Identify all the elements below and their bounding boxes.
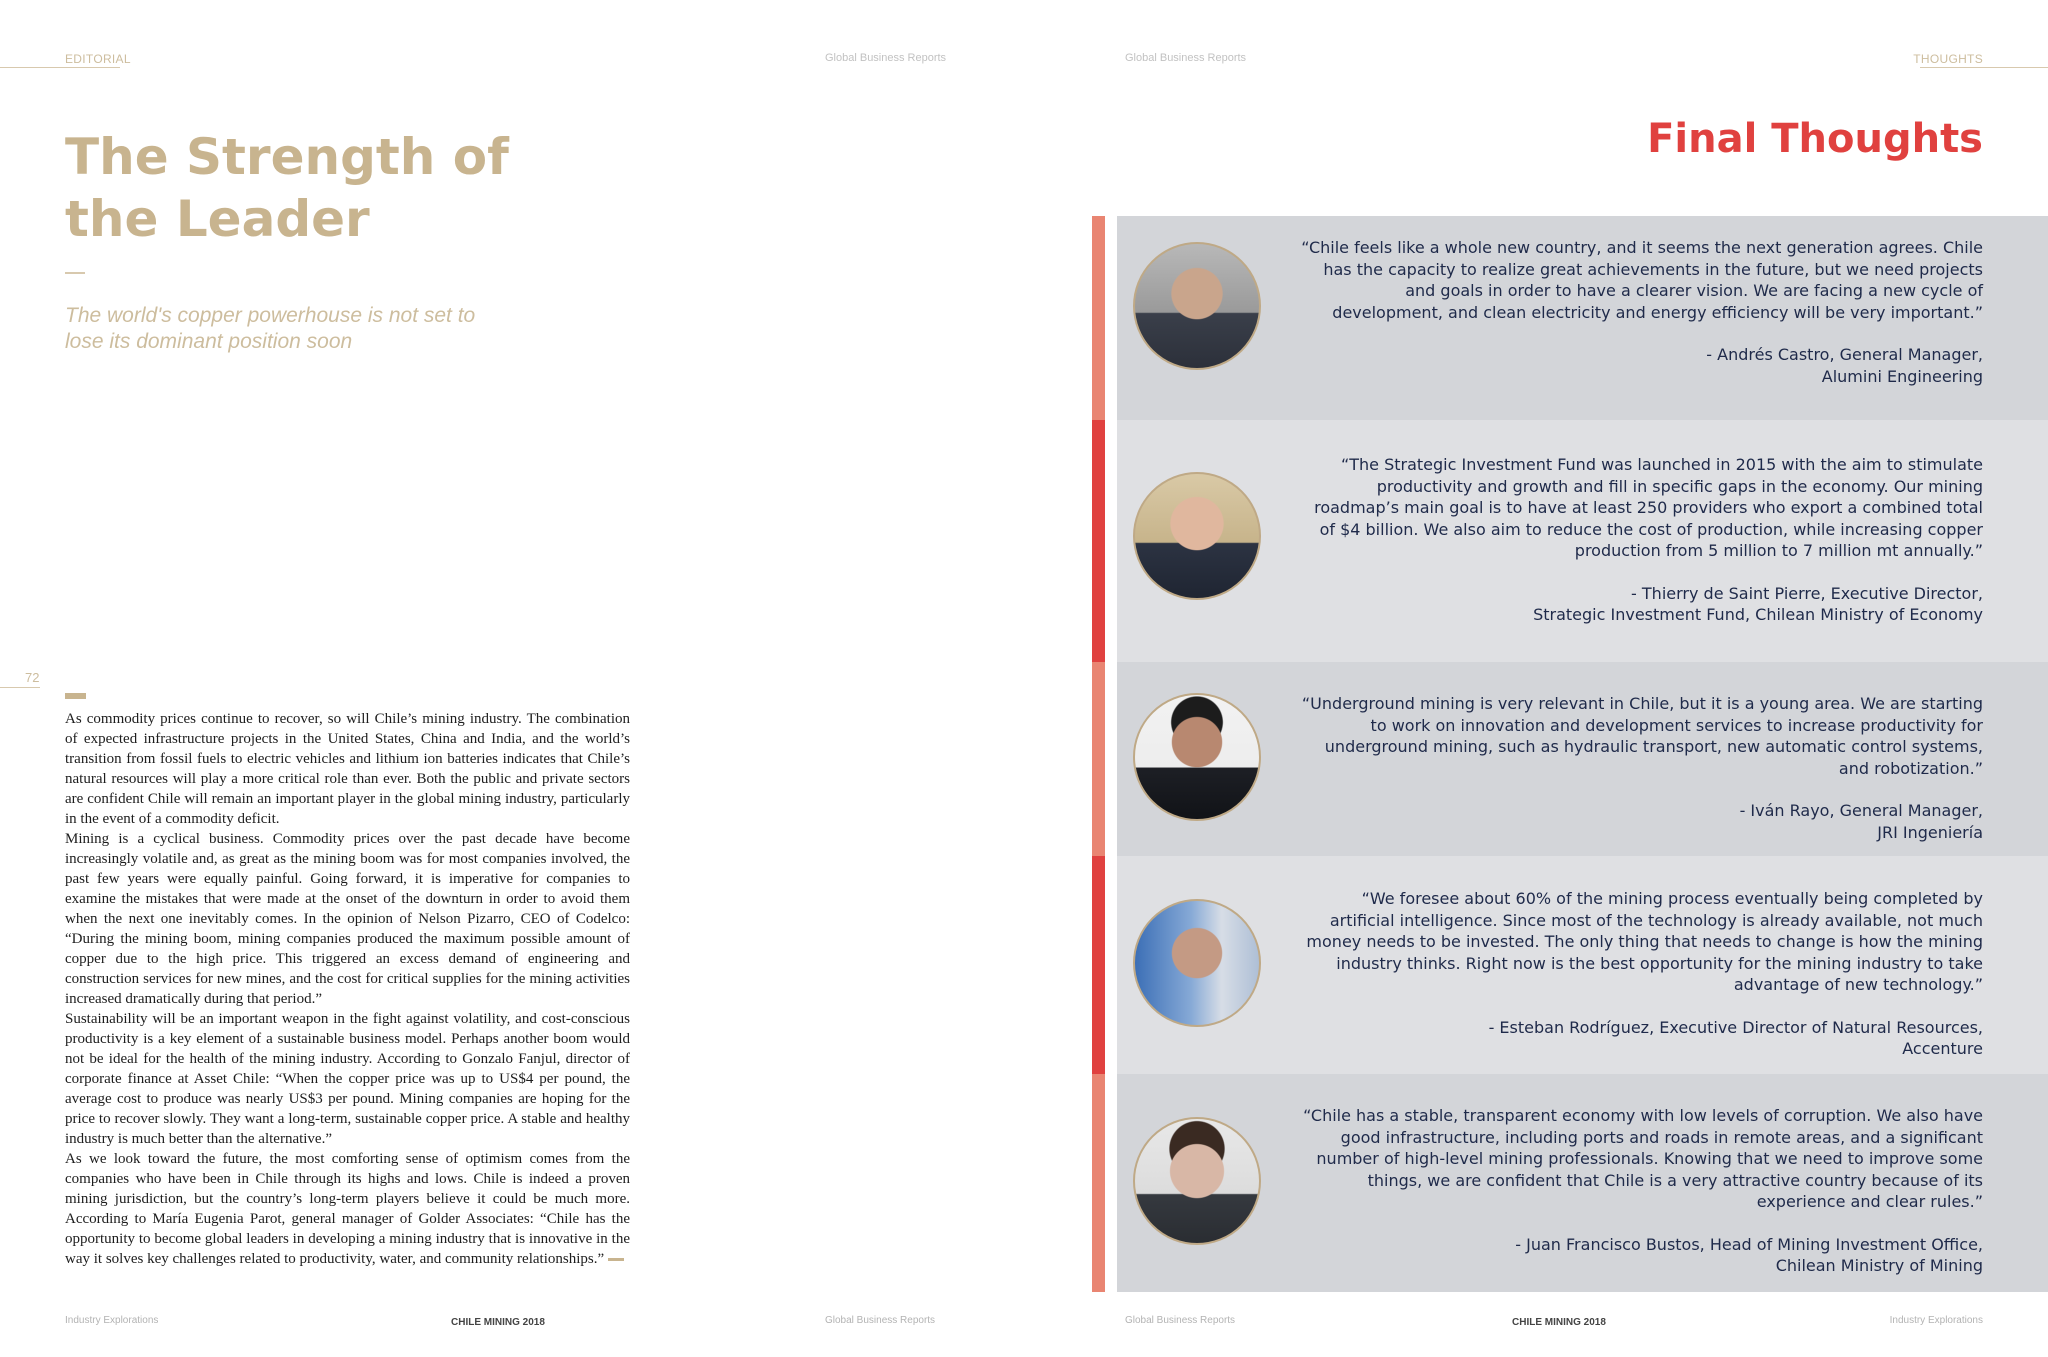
final-thoughts-title: Final Thoughts: [1647, 116, 1983, 162]
accent-bar: [1092, 1074, 1105, 1292]
portrait-photo: [1133, 1117, 1261, 1245]
quote-text: “The Strategic Investment Fund was launched in 2015 with the aim to stimulate productivity and growth and fill in specific gaps in the economy. Our mining roadmap’s main goal is to have at least 250 providers who export a combined total of $4 billion. We also aim to reduce the cost of production, while increasing copper production from 5 million to 7 million mt annually.”: [1314, 455, 1983, 560]
quote-block: [1300, 237, 1983, 387]
quote-text: “Chile feels like a whole new country, and it seems the next generation agrees. Chile has the capacity to realize great achievements in the future, but we need projects and goals in order to have a clearer vision. We are facing a new cycle of development, and clean electricity and energy efficiency will be very important.”: [1301, 238, 1983, 322]
header-rule-left: [0, 67, 120, 68]
footer-left: Industry Explorations: [65, 1315, 159, 1326]
quote-attribution: Chilean Ministry of Mining: [1775, 1256, 1983, 1275]
quote-text: “Underground mining is very relevant in Chile, but it is a young area. We are starting to work on innovation and development services to increase productivity for underground mining, such as hydraulic transport, new automatic control systems, and robotization.”: [1301, 694, 1983, 778]
quote-attribution: - Andrés Castro, General Manager,: [1706, 345, 1983, 364]
page-number: 72: [25, 670, 40, 685]
quote-block: [1300, 693, 1983, 843]
accent-bar: [1092, 420, 1105, 662]
footer-left-right-page: Global Business Reports: [1125, 1315, 1236, 1326]
accent-bar: [1092, 856, 1105, 1074]
portrait-photo: [1133, 472, 1261, 600]
footer-center-right: CHILE MINING 2018: [1512, 1317, 1606, 1328]
quote-attribution: - Thierry de Saint Pierre, Executive Director,: [1631, 583, 1983, 603]
title-line-2: the Leader: [65, 190, 370, 248]
page-title: [65, 126, 585, 250]
portrait-photo: [1133, 693, 1261, 821]
article-body: [65, 709, 630, 1269]
portrait-photo: [1133, 242, 1261, 370]
page-subtitle: The world's copper powerhouse is not set to lose its dominant position soon: [65, 304, 476, 353]
quote-attribution: JRI Ingeniería: [1877, 822, 1983, 842]
header-rule-right: [1920, 67, 2048, 68]
portrait-photo: [1133, 899, 1261, 1027]
footer-center-left: CHILE MINING 2018: [451, 1317, 545, 1328]
body-paragraph: As we look toward the future, the most comforting sense of optimism comes from the companies who have been in Chile through its highs and lows. Chile is indeed a proven mining jurisdiction, but the country’s long-term players believe it could be much more. According to María Eugenia Parot, general manager of Golder Associates: “Chile has the opportunity to become global leaders in developing a mining industry that is innovative in the way it solves key challenges related to productivity, water, and community relationships.”: [65, 1151, 630, 1267]
quote-block: [1300, 1105, 1983, 1277]
quote-text: “Chile has a stable, transparent economy with low levels of corruption. We also have good infrastructure, including ports and roads in remote areas, and a significant number of high-level mining professionals. Knowing that we need to improve some things, we are confident that Chile is a very attractive country because of its experience and clear rules.”: [1303, 1106, 1983, 1211]
accent-bar: [1092, 216, 1105, 420]
quote-attribution: - Esteban Rodríguez, Executive Director of Natural Resources,: [1488, 1017, 1983, 1037]
header-publication-left: Global Business Reports: [825, 52, 947, 64]
body-paragraph: Mining is a cyclical business. Commodity prices over the past decade have become increasingly volatile and, as great as the mining boom was for most companies involved, the past few years were equally painful. Going forward, it is imperative for companies to examine the mistakes that were made at the onset of the downturn in order to avoid them when the next one inevitably comes. In the opinion of Nelson Pizarro, CEO of Codelco: “During the mining boom, mining companies produced the maximum possible amount of copper due to the high price. This triggered an excess demand of engineering and construction services for new mines, and the cost for critical supplies for the mining activities increased dramatically during that period.”: [65, 831, 630, 1007]
section-tag-editorial: EDITORIAL: [65, 52, 131, 66]
quote-block: [1300, 454, 1983, 626]
quote-attribution: Strategic Investment Fund, Chilean Ministry of Economy: [1533, 605, 1983, 624]
body-paragraph: As commodity prices continue to recover, so will Chile’s mining industry. The combination of expected infrastructure projects in the United States, China and India, and the world’s transition from fossil fuels to electric vehicles and lithium ion batteries indicates that Chile’s natural resources will play a more critical role than ever. Both the public and private sectors are confident Chile will remain an important player in the global mining industry, particularly in the event of a commodity deficit.: [65, 711, 630, 827]
body-marker: [65, 693, 86, 699]
accent-bar: [1092, 662, 1105, 856]
quote-attribution: Alumini Engineering: [1821, 366, 1983, 386]
header-publication-right: Global Business Reports: [1125, 52, 1247, 64]
footer-right: Industry Explorations: [1889, 1315, 1983, 1326]
title-divider: [65, 272, 85, 274]
quote-attribution: - Iván Rayo, General Manager,: [1739, 801, 1983, 820]
quote-attribution: - Juan Francisco Bustos, Head of Mining Investment Office,: [1515, 1234, 1983, 1254]
quote-text: “We foresee about 60% of the mining process eventually being completed by artificial intelligence. Since most of the technology is already available, not much money needs to be invested. The only thing that needs to change is how the mining industry thinks. Right now is the best opportunity for the mining industry to take advantage of new technology.”: [1306, 889, 1983, 994]
footer-right-left-page: Global Business Reports: [825, 1315, 936, 1326]
quote-attribution: Accenture: [1902, 1039, 1983, 1058]
page-number-rule: [0, 687, 40, 688]
quote-block: [1300, 888, 1983, 1060]
body-paragraph: Sustainability will be an important weapon in the fight against volatility, and cost-conscious productivity is a key element of a sustainable business model. Perhaps another boom would not be ideal for the health of the mining industry. According to Gonzalo Fanjul, director of corporate finance at Asset Chile: “When the copper price was up to US$4 per pound, the average cost to produce was nearly US$3 per pound. Mining companies are hoping for the price to recover slowly. They want a long-term, sustainable copper price. A stable and healthy industry is much better than the alternative.”: [65, 1011, 630, 1147]
section-tag-thoughts: THOUGHTS: [1913, 52, 1983, 66]
title-line-1: The Strength of: [65, 128, 509, 186]
end-marker: [608, 1258, 624, 1261]
